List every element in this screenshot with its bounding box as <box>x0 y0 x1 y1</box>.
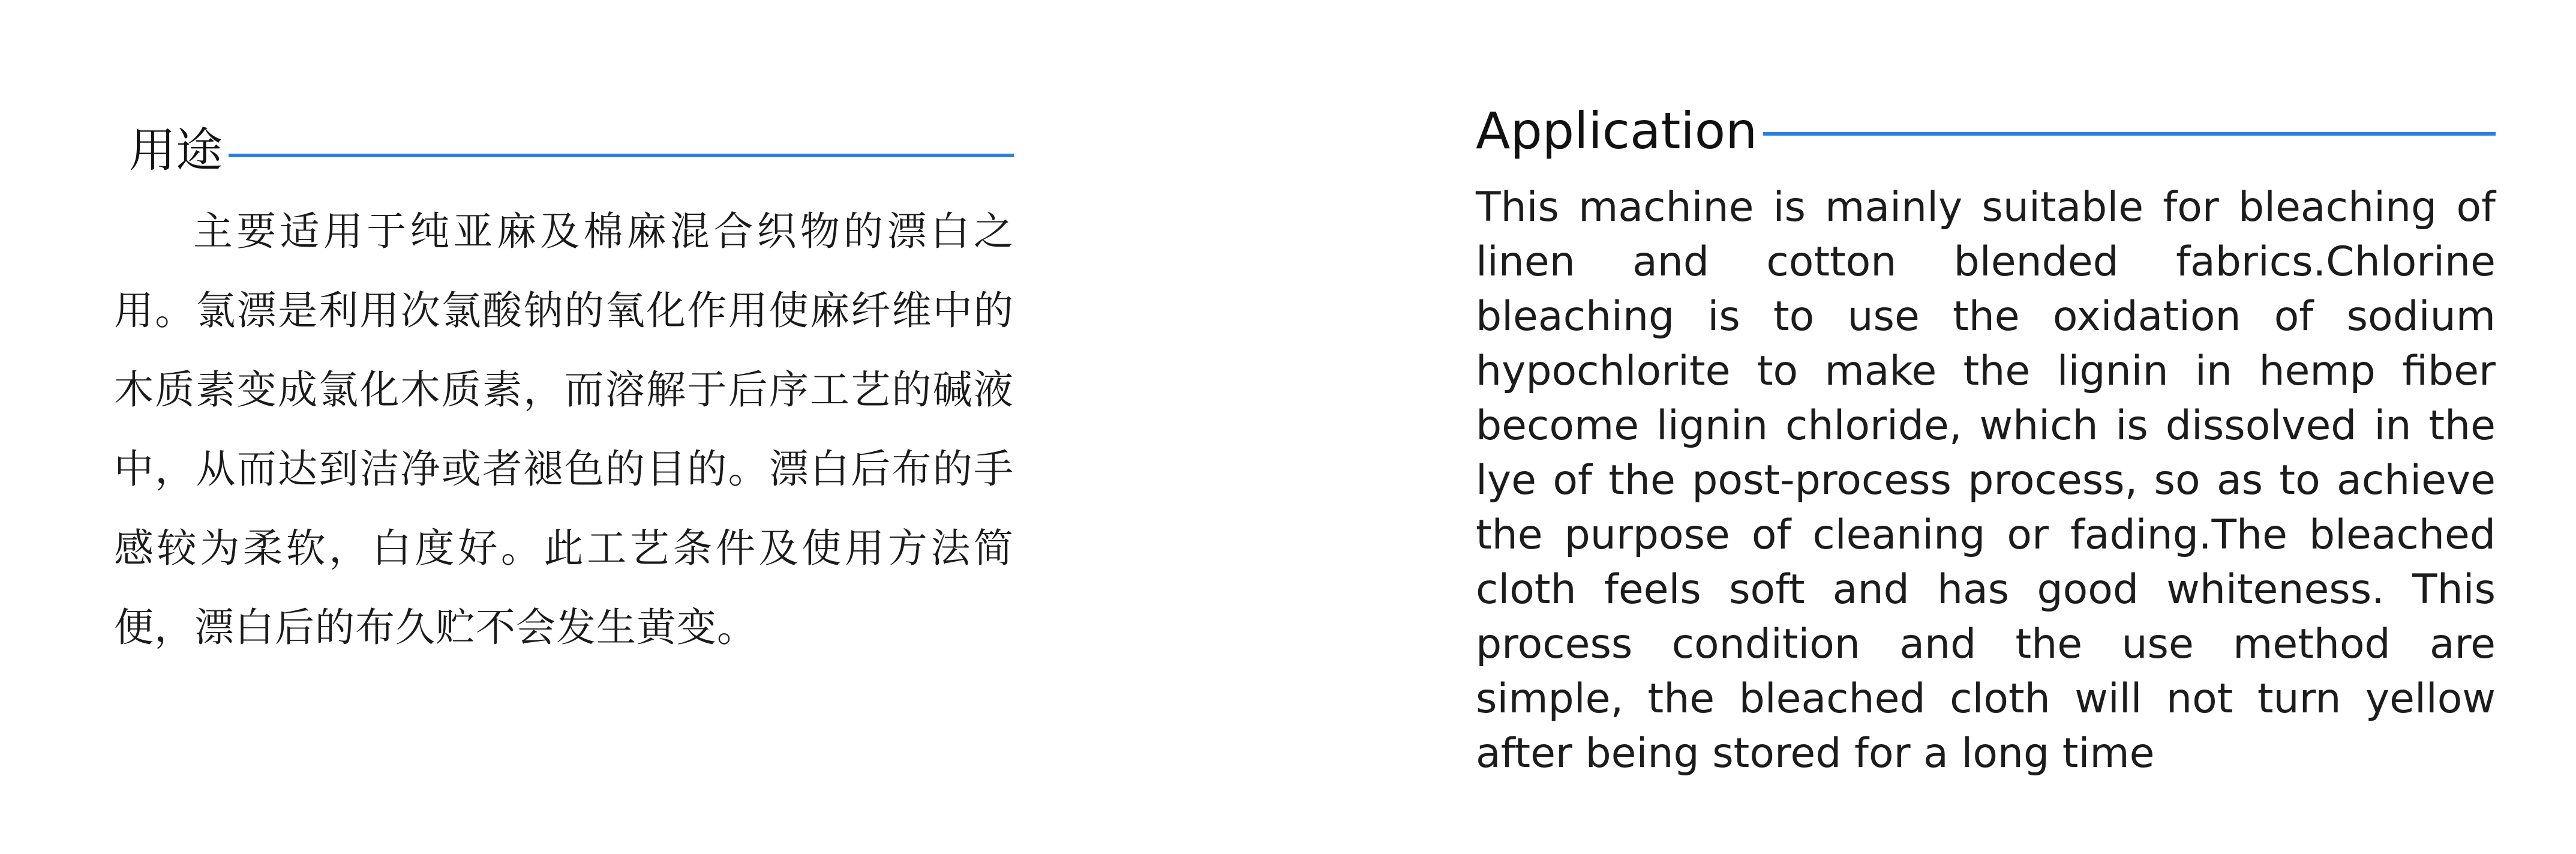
english-body-text: This machine is mainly suitable for bleaching of linen and cotton blended fabrics.Chlorine bleaching is to use the oxidation of sodium hypochlorite to make the lignin in hemp fiber become lignin chloride, which is dissolved in the lye of the post-process process, so as to achieve the purpose of cleaning or fading.The bleached cloth feels soft and has good whiteness. This process condition and the use method are simple, the bleached cloth will not turn yellow after being stored for a long time <box>1476 184 2496 777</box>
english-section <box>1476 90 2496 822</box>
chinese-heading-rule <box>229 154 1014 157</box>
chinese-heading-row <box>129 102 1014 178</box>
english-heading-rule <box>1763 132 2496 136</box>
chinese-body-text: 主要适用于纯亚麻及棉麻混合织物的漂白之用。氯漂是利用次氯酸钠的氧化作用使麻纤维中的木质素变成氯化木质素，而溶解于后序工艺的碱液中，从而达到洁净或者褪色的目的。漂白后布的手感较为柔软，白度好。此工艺条件及使用方法简便，漂白后的布久贮不会发生黄变。 <box>114 208 1014 651</box>
english-heading: Application <box>1476 101 1758 160</box>
chinese-heading: 用途 <box>129 124 223 178</box>
english-heading-row <box>1476 90 2496 160</box>
chinese-section <box>114 102 1014 707</box>
